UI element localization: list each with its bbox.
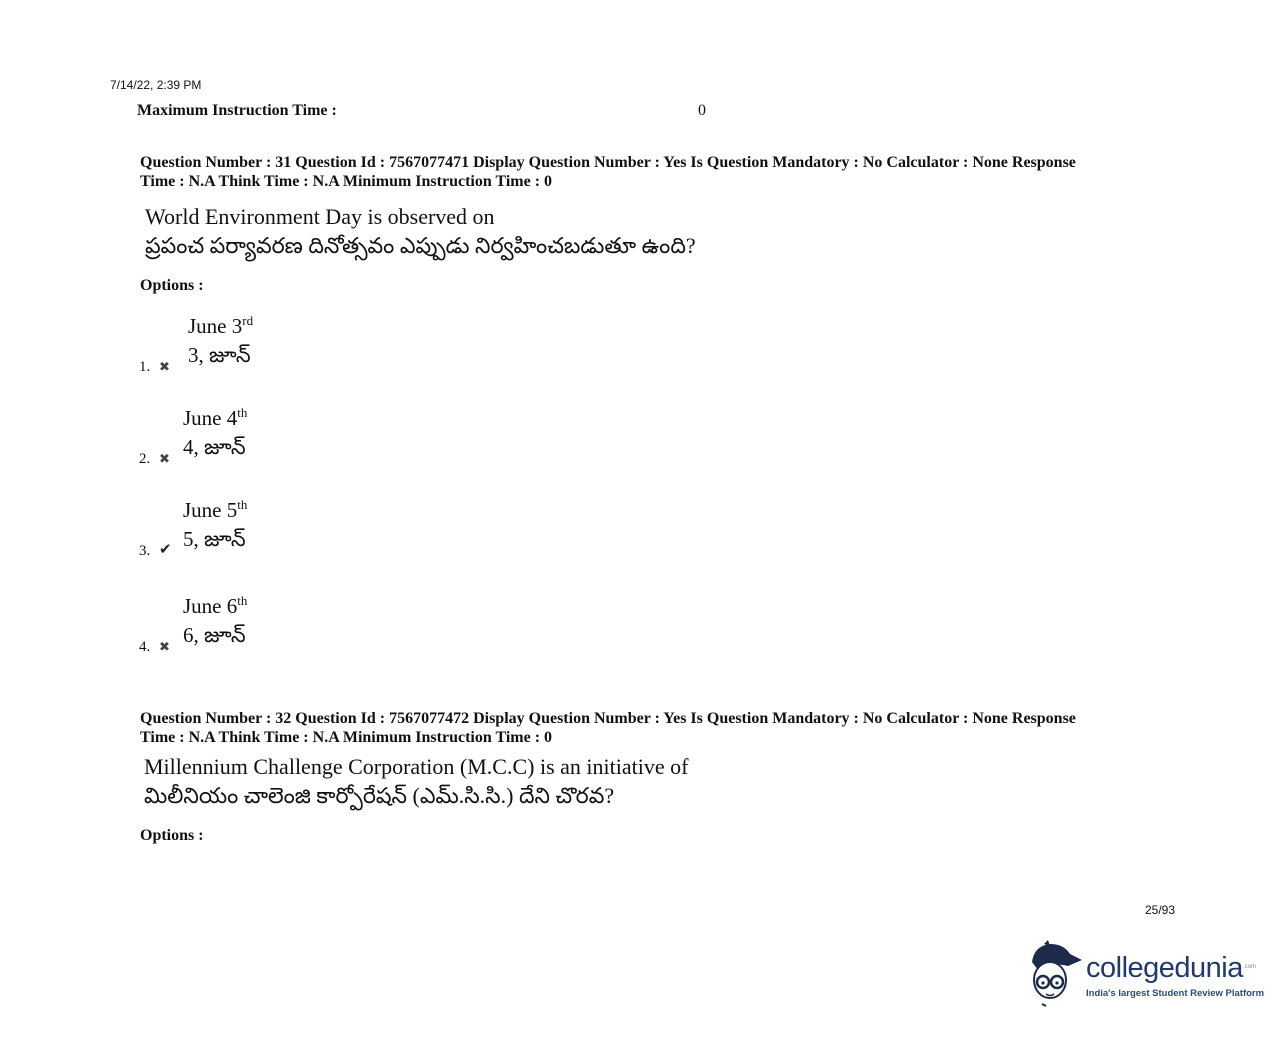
logo-wordmark: collegedunia <box>1086 952 1243 984</box>
question-text-telugu: మిలీనియం చాలెంజి కార్పోరేషన్ (ఎమ్.సి.సి.) దేని చొరవ? <box>144 783 615 808</box>
max-instruction-value: 0 <box>698 102 706 119</box>
question-32-meta <box>140 709 1180 747</box>
collegedunia-logo <box>1024 940 1265 1010</box>
cross-icon: ✖ <box>159 639 170 654</box>
options-heading: Options : <box>140 277 204 294</box>
option-number: 4. <box>139 639 151 655</box>
cross-icon: ✖ <box>159 359 170 374</box>
option-2 <box>139 398 439 468</box>
option-text-english: June 5th <box>183 497 248 522</box>
option-text-telugu: 4, జూన్ <box>183 435 246 459</box>
question-32-text <box>144 752 688 810</box>
option-text-english: June 4th <box>183 405 248 430</box>
option-text-english: June 6th <box>183 593 248 618</box>
question-31-meta <box>140 153 1180 191</box>
option-text-telugu: 5, జూన్ <box>183 527 246 551</box>
option-text-telugu: 6, జూన్ <box>183 623 246 647</box>
logo-domain: .com <box>1243 964 1257 970</box>
option-number: 2. <box>139 451 151 467</box>
logo-tagline: India's largest Student Review Platform <box>1086 988 1265 999</box>
question-text-english: Millennium Challenge Corporation (M.C.C) is an initiative of <box>144 754 689 779</box>
question-meta-line2: Time : N.A Think Time : N.A Minimum Instruction Time : 0 <box>140 173 553 190</box>
check-icon: ✔ <box>159 542 172 558</box>
page-number: 25/93 <box>1145 903 1176 917</box>
option-4 <box>139 586 439 656</box>
option-text-telugu: 3, జూన్ <box>188 343 251 367</box>
question-text-telugu: ప్రపంచ పర్యావరణ దినోత్సవం ఎప్పుడు నిర్వహించబడుతూ ఉంది? <box>145 233 696 258</box>
question-31-text <box>145 202 696 260</box>
option-1 <box>139 306 439 376</box>
question-meta-line2: Time : N.A Think Time : N.A Minimum Instruction Time : 0 <box>140 729 553 746</box>
question-meta-line1: Question Number : 31 Question Id : 7567077471 Display Question Number : Yes Is Question Mandatory : No Calculator : None Response <box>140 154 1076 171</box>
options-heading: Options : <box>140 827 204 844</box>
print-timestamp: 7/14/22, 2:39 PM <box>110 78 202 92</box>
question-meta-line1: Question Number : 32 Question Id : 7567077472 Display Question Number : Yes Is Question Mandatory : No Calculator : None Response <box>140 710 1076 727</box>
option-number: 1. <box>139 359 151 375</box>
option-text-english: June 3rd <box>188 313 254 338</box>
student-mascot-icon <box>1024 940 1086 1010</box>
option-3 <box>139 490 439 560</box>
cross-icon: ✖ <box>159 451 170 466</box>
max-instruction-label: Maximum Instruction Time : <box>137 102 337 119</box>
option-number: 3. <box>139 543 151 559</box>
question-text-english: World Environment Day is observed on <box>145 204 495 229</box>
